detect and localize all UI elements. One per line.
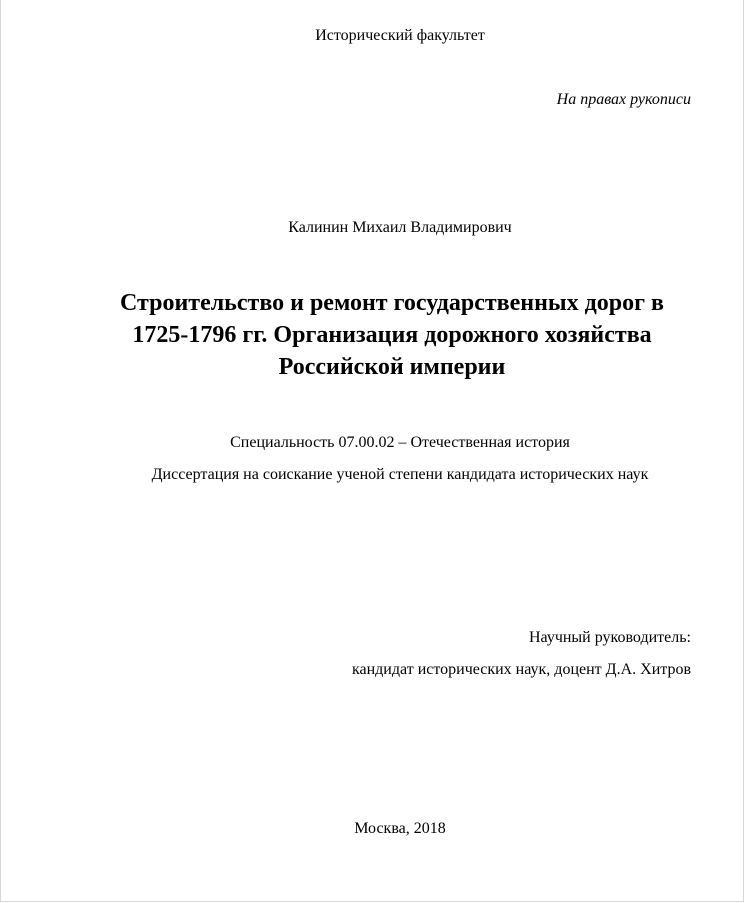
- advisor-label: Научный руководитель:: [528, 629, 691, 646]
- faculty-name: Исторический факультет: [315, 27, 485, 44]
- advisor-name: кандидат исторических наук, доцент Д.А. Хитров: [351, 661, 691, 678]
- manuscript-note: На правах рукописи: [556, 91, 691, 108]
- dissertation-title: [61, 287, 723, 383]
- city-year: Москва, 2018: [354, 820, 446, 837]
- title-line: 1725-1796 гг. Организация дорожного хозяйства: [132, 322, 652, 348]
- author-name: Калинин Михаил Владимирович: [288, 219, 512, 236]
- title-line: Российской империи: [278, 354, 506, 380]
- title-line: Строительство и ремонт государственных дорог в: [120, 290, 664, 316]
- specialty-line: Специальность 07.00.02 – Отечественная история: [230, 434, 570, 451]
- dissertation-degree-line: Диссертация на соискание ученой степени кандидата исторических наук: [151, 466, 649, 483]
